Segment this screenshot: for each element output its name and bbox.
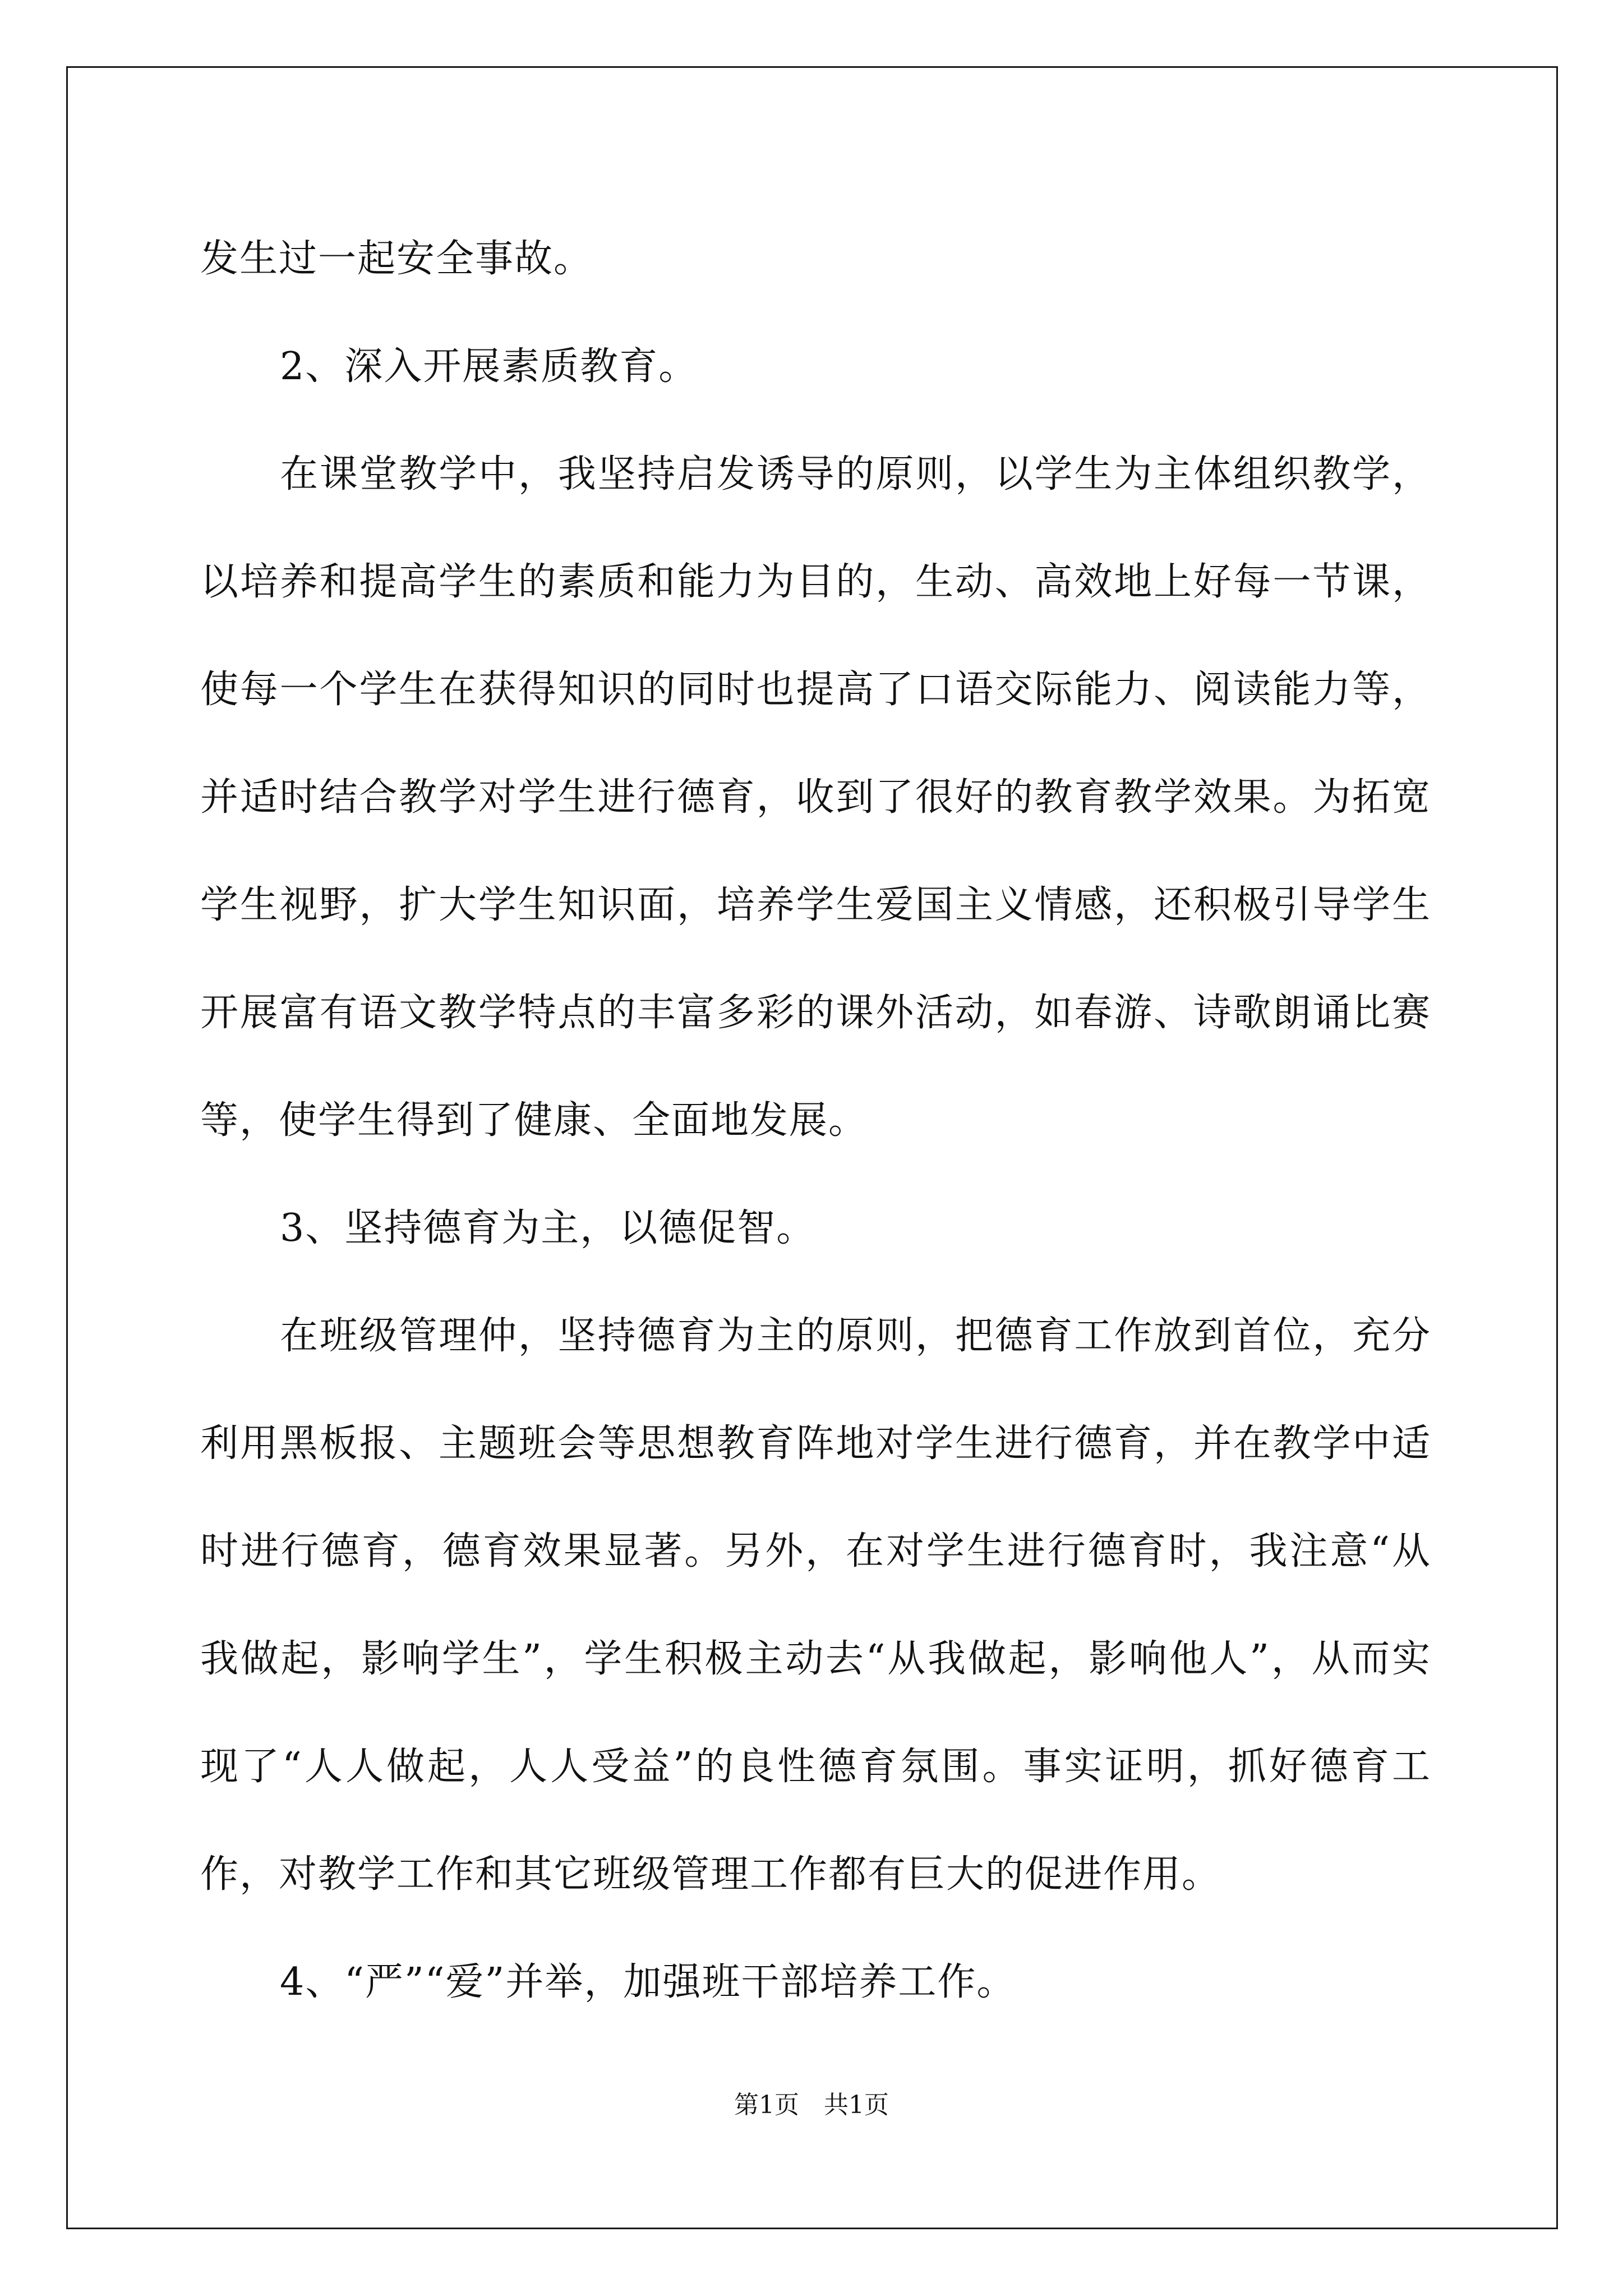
document-body <box>200 205 1431 2036</box>
paragraph-6-heading: 4、“严”“爱”并举，加强班干部培养工作。 <box>280 1960 1016 2004</box>
paragraph-2-heading: 2、深入开展素质教育。 <box>280 344 698 389</box>
paragraph-4-heading: 3、坚持德育为主，以德促智。 <box>280 1206 816 1250</box>
paragraph-3: 在课堂教学中，我坚持启发诱导的原则，以学生为主体组织教学，以培养和提高学生的素质和能力为目的，生动、高效地上好每一节课，使每一个学生在获得知识的同时也提高了口语交际能力、阅读能力等，并适时结合教学对学生进行德育，收到了很好的教育教学效果。为拓宽学生视野，扩大学生知识面，培养学生爱国主义情感，还积极引导学生开展富有语文教学特点的丰富多彩的课外活动，如春游、诗歌朗诵比赛等，使学生得到了健康、全面地发展。 <box>200 452 1431 1143</box>
page-number-footer: 第1页 共1页 <box>734 2091 889 2119</box>
paragraph-5: 在班级管理仲，坚持德育为主的原则，把德育工作放到首位，充分利用黑板报、主题班会等思想教育阵地对学生进行德育，并在教学中适时进行德育，德育效果显著。另外，在对学生进行德育时，我注意“从我做起，影响学生”，学生积极主动去“从我做起，影响他人”，从而实现了“人人做起，人人受益”的良性德育氛围。事实证明，抓好德育工作，对教学工作和其它班级管理工作都有巨大的促进作用。 <box>200 1314 1431 1897</box>
paragraph-1: 发生过一起安全事故。 <box>200 237 593 281</box>
